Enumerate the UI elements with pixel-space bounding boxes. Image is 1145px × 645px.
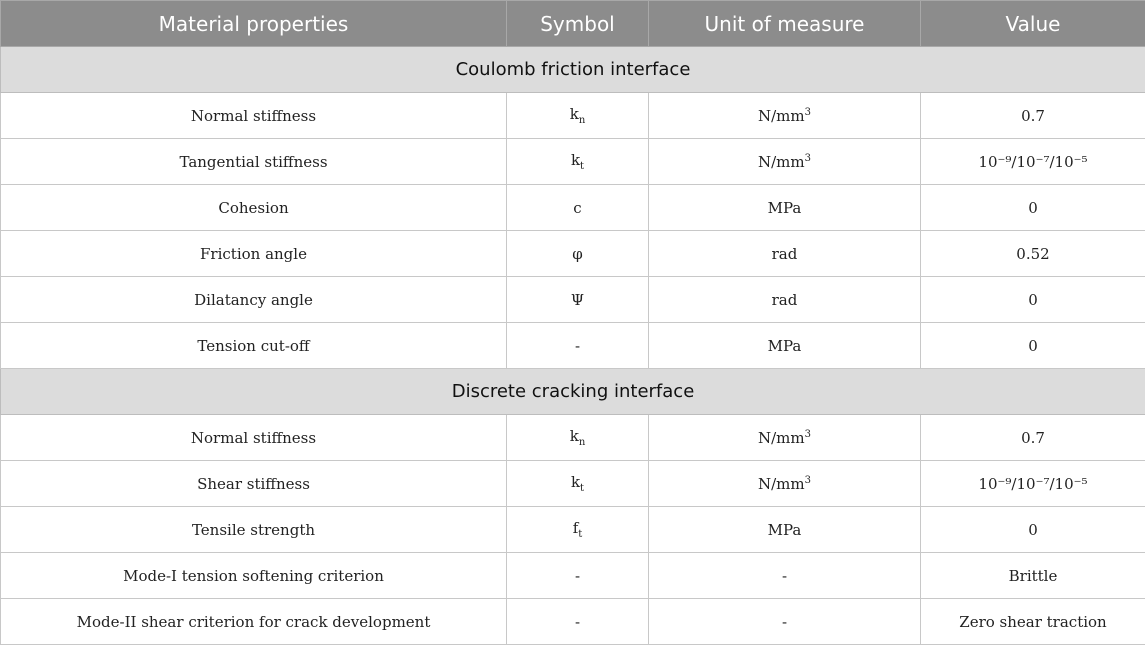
unit-cell-text: -: [782, 567, 787, 585]
symbol-cell-text: Ψ: [571, 291, 584, 309]
value-cell-text: 10⁻⁹/10⁻⁷/10⁻⁵: [978, 475, 1087, 493]
property-cell: [1, 553, 507, 599]
unit-cell: [649, 507, 921, 553]
unit-cell: [649, 231, 921, 277]
symbol-cell-text: φ: [572, 245, 583, 263]
property-cell-text: Friction angle: [200, 245, 307, 263]
symbol-cell: [507, 461, 649, 507]
property-cell-text: Mode-II shear criterion for crack development: [77, 613, 431, 631]
unit-cell: [649, 93, 921, 139]
symbol-cell-subscript: t: [580, 483, 584, 494]
property-cell-text: Tangential stiffness: [179, 153, 327, 171]
value-cell: [921, 415, 1145, 461]
value-cell: [921, 277, 1145, 323]
property-cell: [1, 277, 507, 323]
value-cell-text: 0: [1028, 199, 1038, 217]
unit-cell: [649, 277, 921, 323]
property-cell-text: Normal stiffness: [191, 429, 316, 447]
unit-cell-text: N/mm: [758, 107, 805, 125]
value-cell: [921, 461, 1145, 507]
symbol-cell-subscript: t: [578, 529, 582, 540]
value-cell-text: 0.7: [1021, 429, 1045, 447]
symbol-cell-subscript: n: [579, 437, 585, 448]
symbol-cell-text: k: [570, 105, 579, 123]
unit-cell: [649, 599, 921, 645]
symbol-cell: [507, 277, 649, 323]
header-material-properties: Material properties: [1, 1, 507, 47]
unit-cell-superscript: 3: [805, 107, 811, 118]
property-cell: [1, 185, 507, 231]
unit-cell: [649, 323, 921, 369]
section-title: Discrete cracking interface: [1, 369, 1145, 415]
symbol-cell-text: c: [573, 199, 581, 217]
section-title: Coulomb friction interface: [1, 47, 1145, 93]
symbol-cell: [507, 323, 649, 369]
unit-cell-text: MPa: [768, 337, 802, 355]
unit-cell-text: rad: [772, 245, 798, 263]
value-cell-text: 0.52: [1016, 245, 1049, 263]
value-cell-text: 0: [1028, 337, 1038, 355]
value-cell: [921, 185, 1145, 231]
symbol-cell-text: f: [573, 519, 579, 537]
value-cell: [921, 599, 1145, 645]
unit-cell-text: rad: [772, 291, 798, 309]
symbol-cell-text: k: [571, 151, 580, 169]
value-cell-text: Zero shear traction: [959, 613, 1106, 631]
symbol-cell-text: -: [575, 567, 580, 585]
unit-cell-text: N/mm: [758, 429, 805, 447]
header-value: Value: [921, 1, 1145, 47]
property-cell: [1, 461, 507, 507]
table-row: [1, 139, 1145, 185]
symbol-cell: [507, 553, 649, 599]
property-cell-text: Dilatancy angle: [194, 291, 313, 309]
property-cell: [1, 599, 507, 645]
property-cell-text: Tension cut-off: [197, 337, 309, 355]
symbol-cell: [507, 231, 649, 277]
property-cell-text: Mode-I tension softening criterion: [123, 567, 384, 585]
symbol-cell-text: k: [570, 427, 579, 445]
symbol-cell-text: -: [575, 613, 580, 631]
table-row: [1, 553, 1145, 599]
unit-cell-superscript: 3: [805, 429, 811, 440]
table-row: [1, 323, 1145, 369]
value-cell-text: 0: [1028, 521, 1038, 539]
unit-cell-text: N/mm: [758, 153, 805, 171]
unit-cell-text: -: [782, 613, 787, 631]
symbol-cell: [507, 599, 649, 645]
symbol-cell: [507, 93, 649, 139]
unit-cell-text: N/mm: [758, 475, 805, 493]
unit-cell-text: MPa: [768, 521, 802, 539]
symbol-cell-subscript: t: [580, 161, 584, 172]
unit-cell: [649, 461, 921, 507]
unit-cell-superscript: 3: [805, 475, 811, 486]
table-row: [1, 277, 1145, 323]
unit-cell: [649, 139, 921, 185]
section-header-row: [1, 47, 1145, 93]
symbol-cell-text: -: [575, 337, 580, 355]
header-unit-of-measure: Unit of measure: [649, 1, 921, 47]
value-cell: [921, 139, 1145, 185]
table-row: [1, 231, 1145, 277]
table-row: [1, 507, 1145, 553]
property-cell: [1, 507, 507, 553]
value-cell: [921, 323, 1145, 369]
unit-cell: [649, 553, 921, 599]
value-cell: [921, 553, 1145, 599]
section-header-row: [1, 369, 1145, 415]
property-cell-text: Shear stiffness: [197, 475, 310, 493]
value-cell: [921, 231, 1145, 277]
value-cell-text: 10⁻⁹/10⁻⁷/10⁻⁵: [978, 153, 1087, 171]
property-cell-text: Cohesion: [218, 199, 288, 217]
unit-cell: [649, 185, 921, 231]
value-cell: [921, 93, 1145, 139]
property-cell: [1, 139, 507, 185]
property-cell: [1, 231, 507, 277]
property-cell: [1, 323, 507, 369]
header-symbol: Symbol: [507, 1, 649, 47]
unit-cell-superscript: 3: [805, 153, 811, 164]
table-body: [1, 47, 1145, 645]
table-row: [1, 461, 1145, 507]
value-cell-text: Brittle: [1009, 567, 1058, 585]
table-row: [1, 415, 1145, 461]
table-header-row: [1, 1, 1145, 47]
unit-cell: [649, 415, 921, 461]
property-cell-text: Normal stiffness: [191, 107, 316, 125]
value-cell: [921, 507, 1145, 553]
symbol-cell: [507, 185, 649, 231]
table-row: [1, 599, 1145, 645]
symbol-cell: [507, 415, 649, 461]
symbol-cell-subscript: n: [579, 115, 585, 126]
unit-cell-text: MPa: [768, 199, 802, 217]
symbol-cell-text: k: [571, 473, 580, 491]
property-cell: [1, 93, 507, 139]
value-cell-text: 0: [1028, 291, 1038, 309]
symbol-cell: [507, 139, 649, 185]
symbol-cell: [507, 507, 649, 553]
table-row: [1, 93, 1145, 139]
value-cell-text: 0.7: [1021, 107, 1045, 125]
table-row: [1, 185, 1145, 231]
property-cell-text: Tensile strength: [192, 521, 315, 539]
property-cell: [1, 415, 507, 461]
